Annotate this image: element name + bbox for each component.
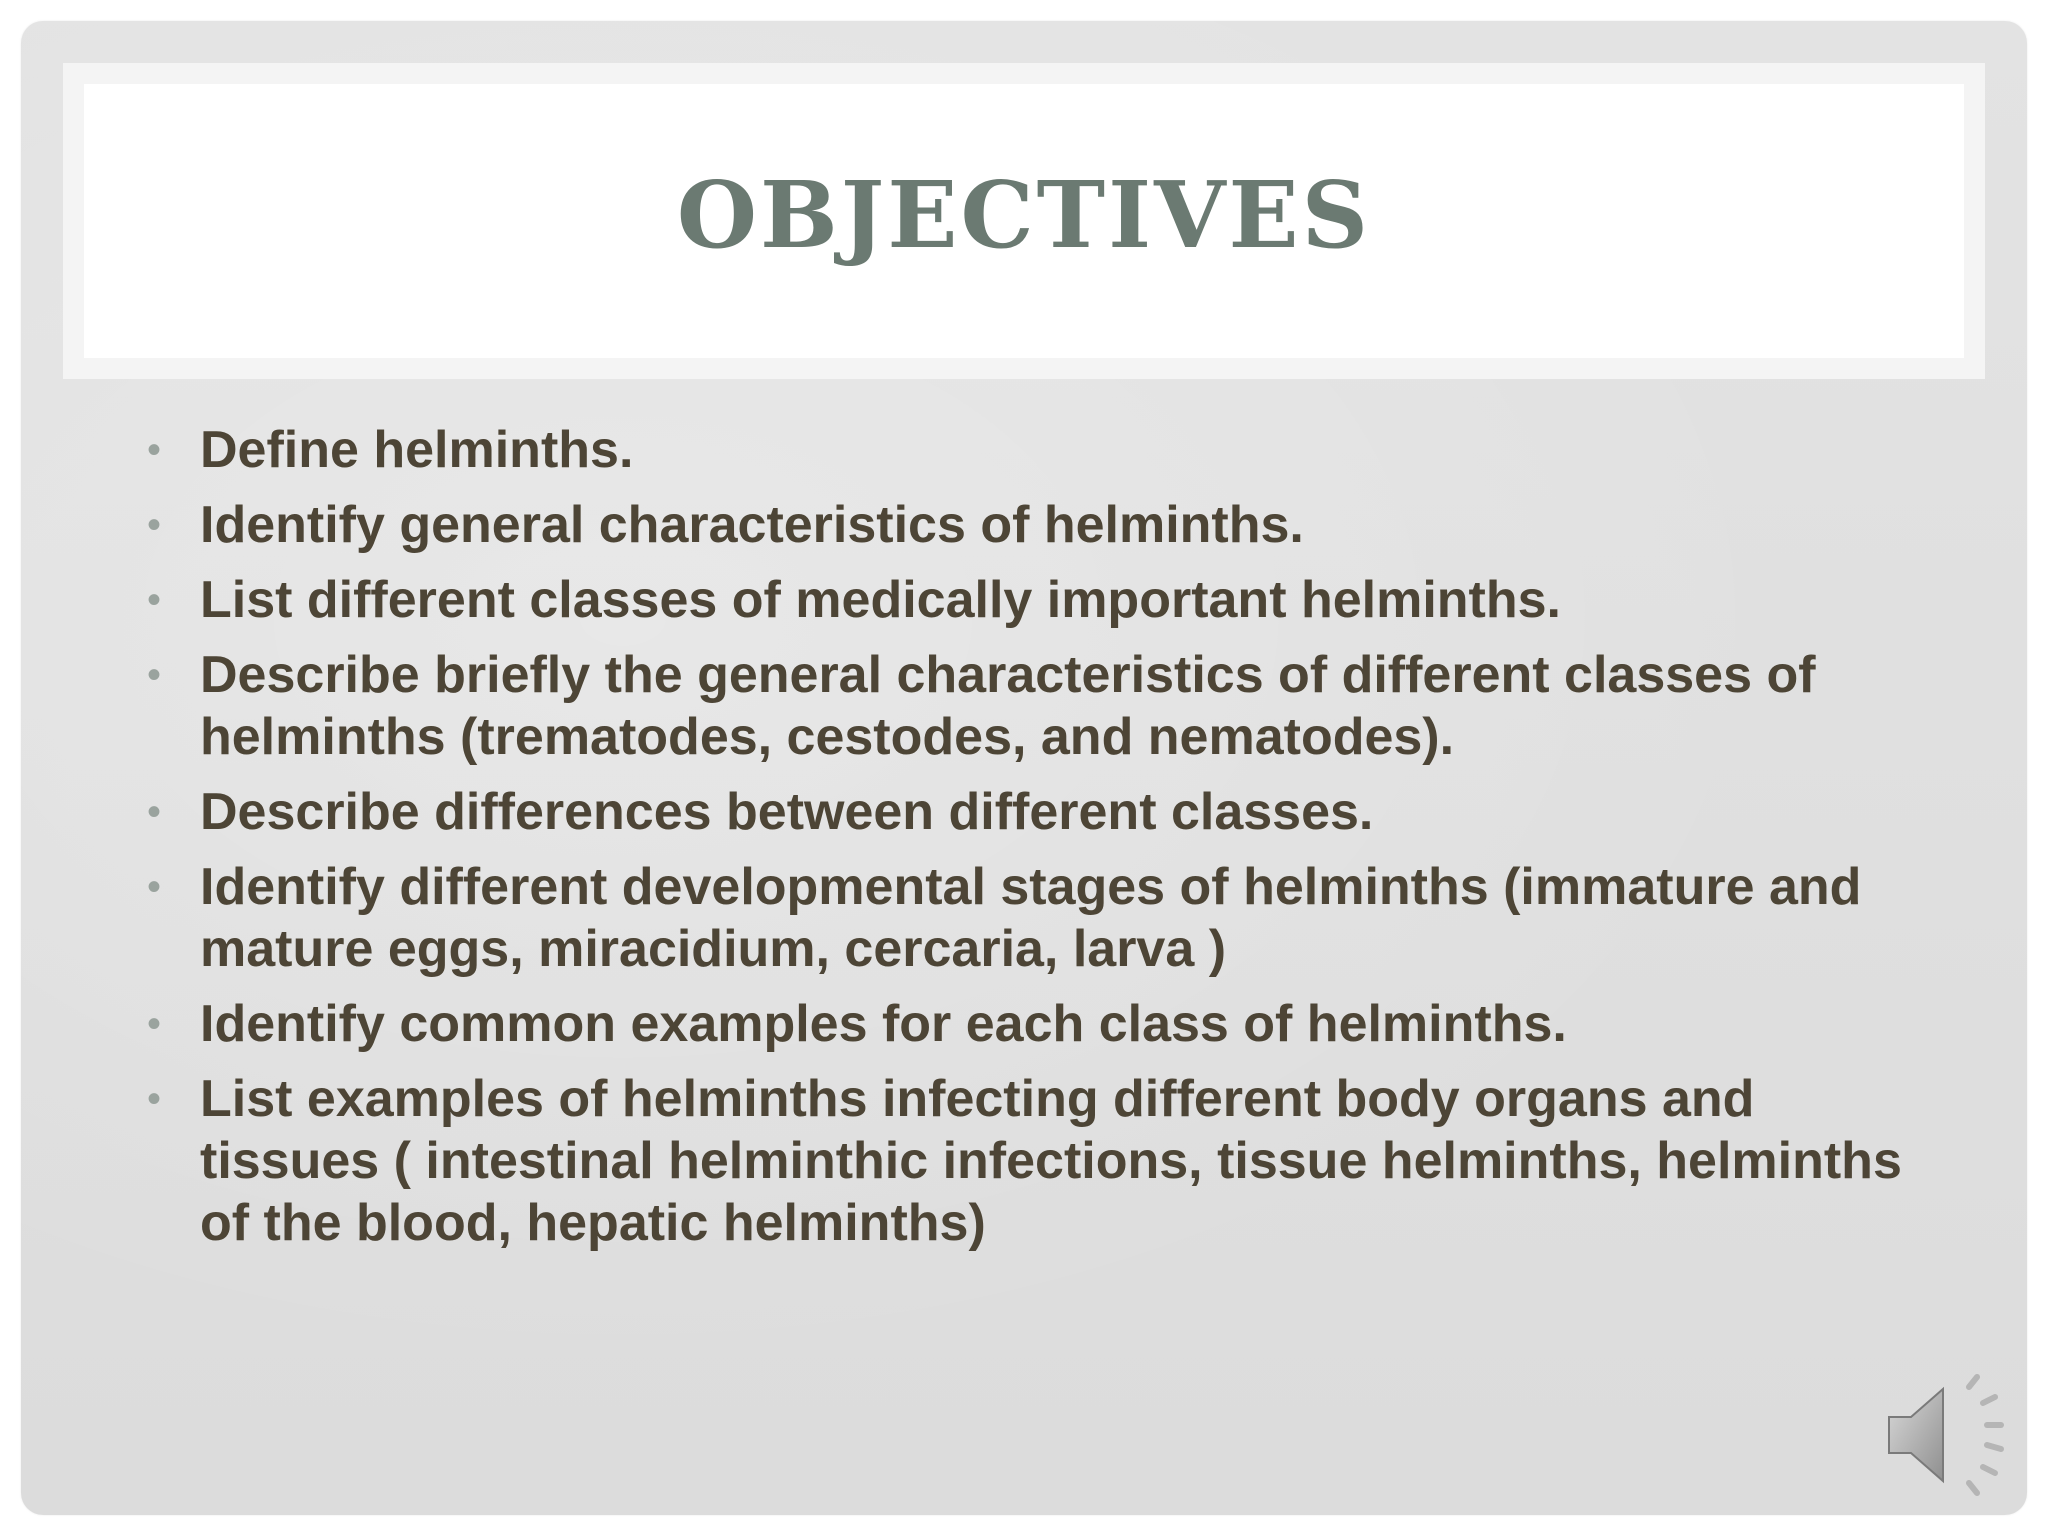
list-item-text: Identify common examples for each class of helminths.	[200, 995, 1567, 1053]
list-item	[147, 781, 1927, 843]
list-item-text: Identify different developmental stages of helminths (immature and mature eggs, miracidium, cercaria, larva )	[200, 858, 1862, 978]
bullet-icon: •	[147, 578, 162, 622]
list-item	[147, 494, 1927, 556]
list-item	[147, 644, 1927, 768]
bullet-icon: •	[147, 503, 162, 547]
title-band	[63, 63, 1985, 379]
bullet-icon: •	[147, 1077, 162, 1121]
list-item-text: List examples of helminths infecting different body organs and tissues ( intestinal helminthic infections, tissue helminths, helminths of the blood, hepatic helminths)	[200, 1070, 1902, 1252]
list-item	[147, 1068, 1927, 1254]
speaker-icon[interactable]	[1883, 1373, 2017, 1497]
list-item	[147, 993, 1927, 1055]
list-item-text: Identify general characteristics of helminths.	[200, 496, 1304, 554]
bullet-icon: •	[147, 1002, 162, 1046]
bullet-icon: •	[147, 865, 162, 909]
slide	[21, 21, 2027, 1515]
bullet-icon: •	[147, 653, 162, 697]
slide-title: OBJECTIVES	[676, 161, 1372, 269]
list-item	[147, 856, 1927, 980]
list-item	[147, 419, 1927, 481]
list-item-text: List different classes of medically important helminths.	[200, 571, 1561, 629]
bullet-icon: •	[147, 428, 162, 472]
bullet-icon: •	[147, 790, 162, 834]
list-item-text: Define helminths.	[200, 421, 634, 479]
list-item-text: Describe differences between different classes.	[200, 783, 1374, 841]
list-item-text: Describe briefly the general characteristics of different classes of helminths (trematodes, cestodes, and nematodes).	[200, 646, 1816, 766]
list-item	[147, 569, 1927, 631]
objectives-list	[147, 419, 1927, 1267]
